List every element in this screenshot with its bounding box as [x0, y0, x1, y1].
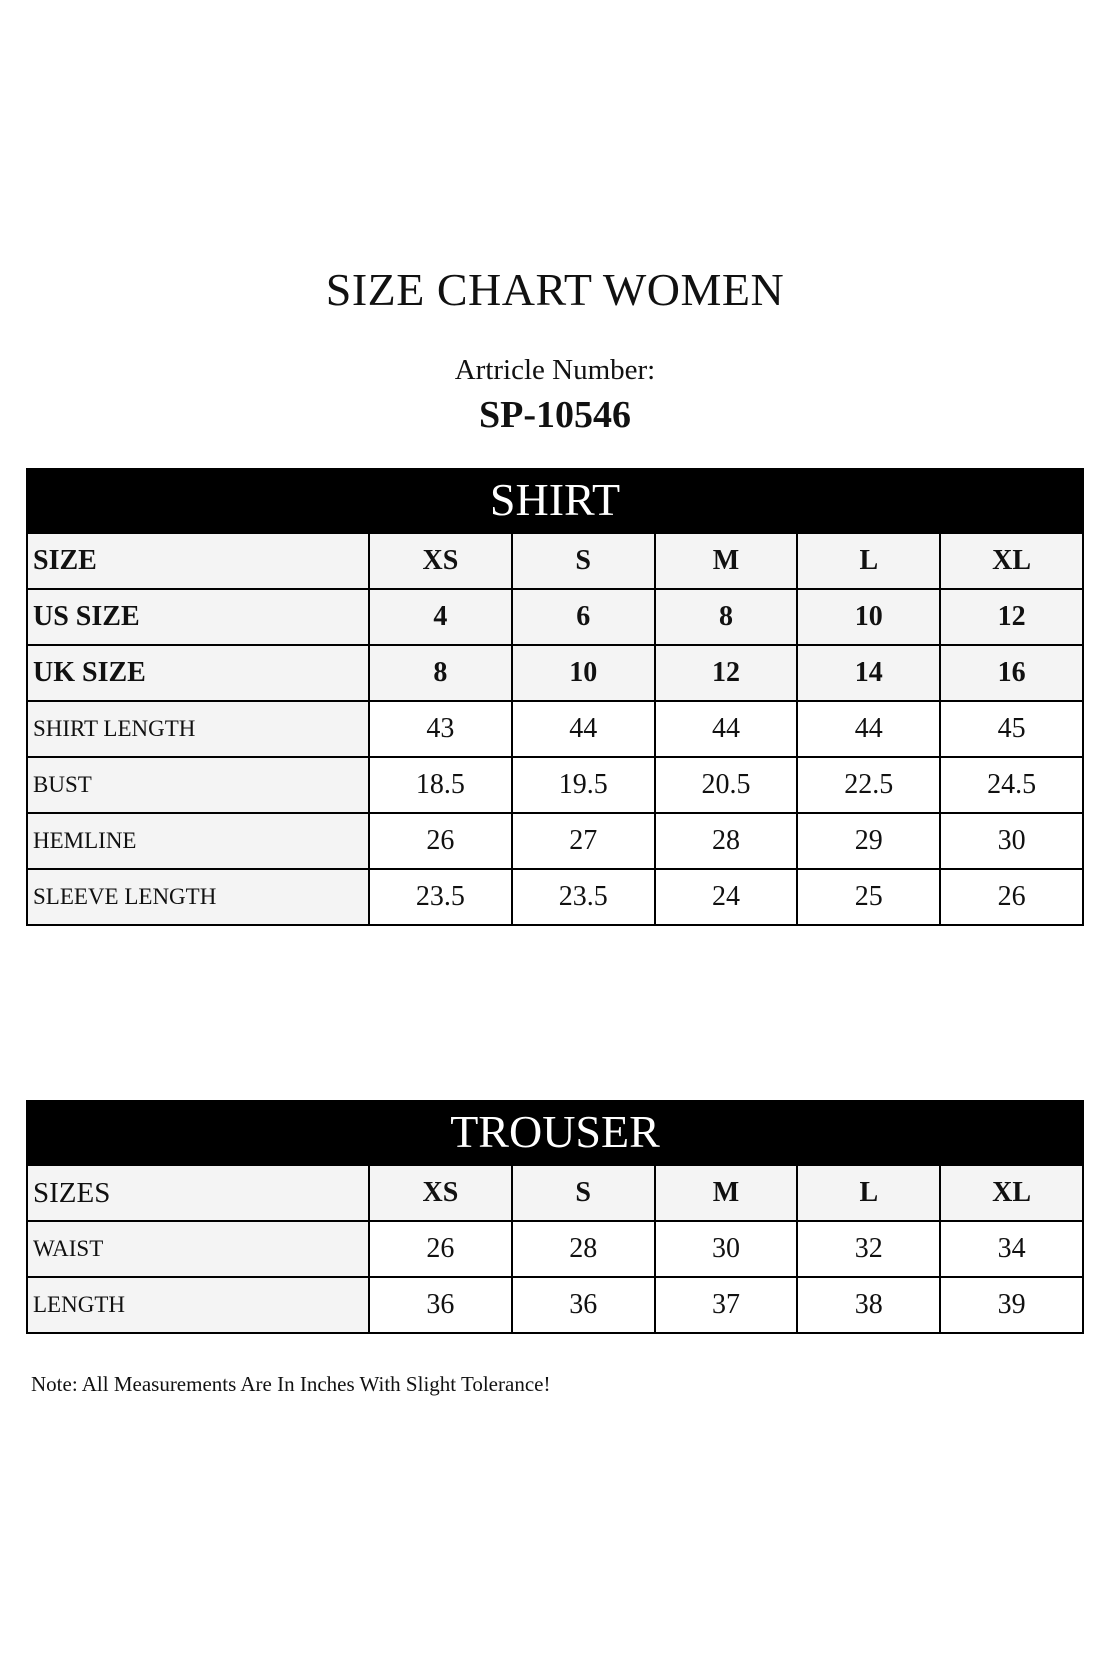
table-cell: 8	[655, 589, 798, 645]
size-cell: M	[655, 533, 798, 589]
table-cell: 32	[797, 1221, 940, 1277]
table-cell: 34	[940, 1221, 1083, 1277]
table-row	[27, 757, 1083, 813]
size-cell: S	[512, 533, 655, 589]
table-cell: 16	[940, 645, 1083, 701]
table-cell: 26	[369, 1221, 512, 1277]
table-cell: 44	[512, 701, 655, 757]
size-cell: S	[512, 1165, 655, 1221]
table-row	[27, 813, 1083, 869]
shirt-size-label: SIZE	[27, 533, 369, 589]
article-number: SP-10546	[479, 394, 631, 436]
table-cell: 43	[369, 701, 512, 757]
page-title: SIZE CHART WOMEN	[325, 264, 785, 315]
table-cell: 39	[940, 1277, 1083, 1333]
trouser-table-header: TROUSER	[26, 1100, 1084, 1164]
shirt-table-header: SHIRT	[26, 468, 1084, 532]
table-cell: 38	[797, 1277, 940, 1333]
table-cell: 6	[512, 589, 655, 645]
shirt-size-table	[26, 468, 1084, 926]
table-row	[27, 645, 1083, 701]
table-cell: 23.5	[512, 869, 655, 925]
table-cell: 26	[369, 813, 512, 869]
table-row	[27, 1277, 1083, 1333]
row-label: SHIRT LENGTH	[27, 701, 369, 757]
table-cell: 27	[512, 813, 655, 869]
table-cell: 10	[512, 645, 655, 701]
size-cell: XS	[369, 533, 512, 589]
table-row	[27, 701, 1083, 757]
table-cell: 12	[940, 589, 1083, 645]
table-cell: 18.5	[369, 757, 512, 813]
table-cell: 14	[797, 645, 940, 701]
row-label: UK SIZE	[27, 645, 369, 701]
row-label: US SIZE	[27, 589, 369, 645]
table-cell: 44	[655, 701, 798, 757]
trouser-size-table	[26, 1100, 1084, 1334]
table-cell: 44	[797, 701, 940, 757]
table-cell: 25	[797, 869, 940, 925]
table-row	[27, 1221, 1083, 1277]
table-cell: 23.5	[369, 869, 512, 925]
trouser-size-label: SIZES	[27, 1165, 369, 1221]
table-row	[27, 589, 1083, 645]
row-label: HEMLINE	[27, 813, 369, 869]
size-cell: XS	[369, 1165, 512, 1221]
table-cell: 20.5	[655, 757, 798, 813]
table-cell: 30	[655, 1221, 798, 1277]
row-label: BUST	[27, 757, 369, 813]
size-cell: XL	[940, 533, 1083, 589]
shirt-size-row	[27, 533, 1083, 589]
table-cell: 24.5	[940, 757, 1083, 813]
size-cell: XL	[940, 1165, 1083, 1221]
table-cell: 26	[940, 869, 1083, 925]
table-cell: 24	[655, 869, 798, 925]
table-cell: 45	[940, 701, 1083, 757]
trouser-size-row	[27, 1165, 1083, 1221]
table-cell: 22.5	[797, 757, 940, 813]
table-cell: 19.5	[512, 757, 655, 813]
table-cell: 28	[655, 813, 798, 869]
size-cell: L	[797, 1165, 940, 1221]
table-cell: 29	[797, 813, 940, 869]
size-cell: M	[655, 1165, 798, 1221]
row-label: SLEEVE LENGTH	[27, 869, 369, 925]
table-cell: 4	[369, 589, 512, 645]
table-cell: 37	[655, 1277, 798, 1333]
row-label: LENGTH	[27, 1277, 369, 1333]
table-row	[27, 869, 1083, 925]
table-cell: 12	[655, 645, 798, 701]
table-cell: 30	[940, 813, 1083, 869]
table-cell: 8	[369, 645, 512, 701]
article-number-label: Artricle Number:	[454, 354, 656, 386]
table-cell: 28	[512, 1221, 655, 1277]
table-cell: 10	[797, 589, 940, 645]
row-label: WAIST	[27, 1221, 369, 1277]
size-cell: L	[797, 533, 940, 589]
measurement-note: Note: All Measurements Are In Inches With Slight Tolerance!	[31, 1372, 551, 1396]
table-cell: 36	[512, 1277, 655, 1333]
table-cell: 36	[369, 1277, 512, 1333]
